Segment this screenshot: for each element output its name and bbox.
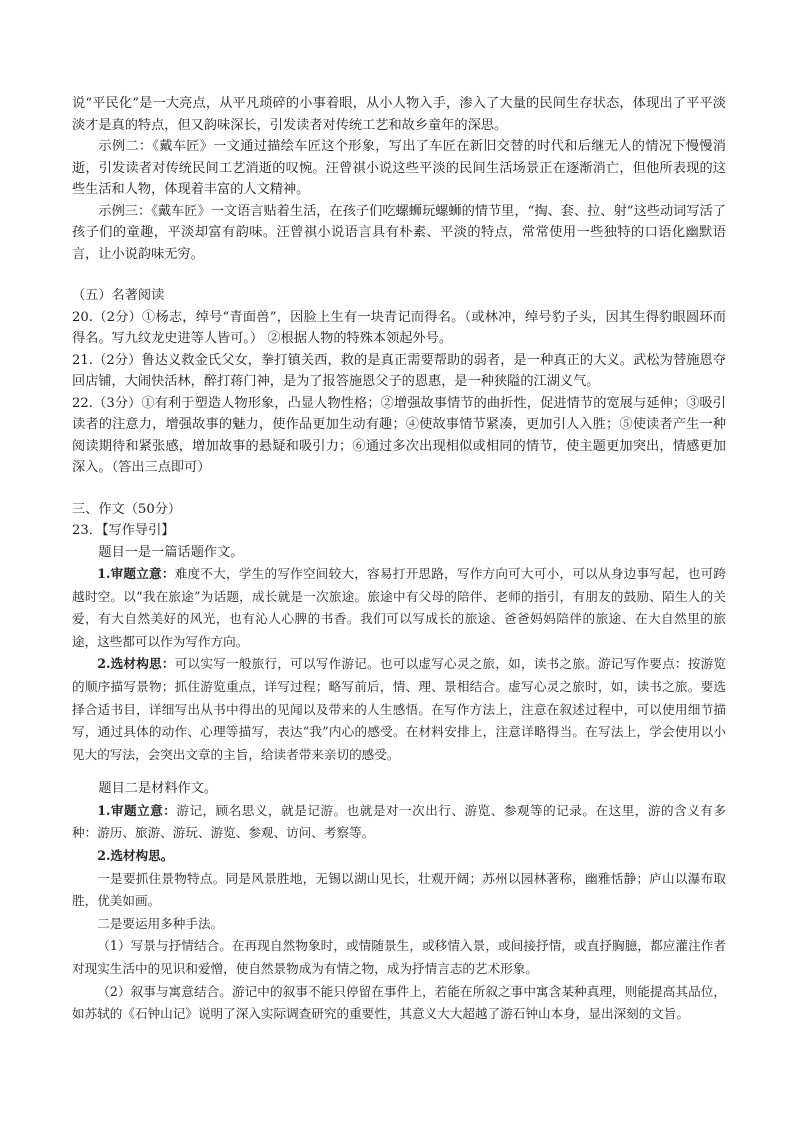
section-heading-classics: （五）名著阅读 xyxy=(72,288,165,303)
answer-22: 22.（3分）①有利于塑造人物形象，凸显人物性格；②增强故事情节的曲折性，促进情节的宽展与延伸；③吸引读者的注意力，增强故事的魅力，使作品更加生动有趣；④使故事情节紧凑，更加引人入胜；⑤使读者产生一种阅读期待和紧张感，增加故事的悬疑和吸引力；⑥通过多次出现相似或相同的情节，使主题更加突出，情感更加深入。（答出三点即可） xyxy=(72,395,726,475)
topic-two-analysis-text: 游记，顾名思义，就是记游。也就是对一次出行、游览、参观等的记录。在这里，游的含义有多种：游历、旅游、游玩、游览、参观、访问、考察等。 xyxy=(72,802,726,841)
topic-two-material-label xyxy=(72,845,726,868)
topic-one-material-text: 可以实写一般旅行，可以写作游记。也可以虚写心灵之旅，如，读书之旅。游记写作要点：按游览的顺序描写景物；抓住游览重点，详写过程；略写前后，情、理、景相结合。虚写心灵之旅时，如，读书之旅。要选择合适书目，详细写出从书中得出的见闻以及带来的人生感悟。在写作方法上，注意在叙述过程中，可以使用细节描写，通过具体的动作、心理等描写，表达“我”内心的感受。在材料安排上，注意详略得当。在写法上，学会使用以小见大的写法，会突出文章的主旨，给读者带来亲切的感受。 xyxy=(72,656,726,762)
example-two-paragraph: 示例二：《戴车匠》一文通过描绘车匠这个形象，写出了车匠在新旧交替的时代和后继无人的情况下慢慢消逝，引发读者对传统民间工艺消逝的叹惋。汪曾祺小说这些平淡的民间生活场景正在逐渐消亡，但他所表现的这些生活和人物，体现着丰富的人文精神。 xyxy=(72,139,726,197)
topic-two-point-two-sub-one: （1）写景与抒情结合。在再现自然物象时，或情随景生，或移情入景，或间接抒情，或直抒胸臆，都应灌注作者对现实生活中的见识和爱憎，使自然景物成为有情之物，成为抒情言志的艺术形象。 xyxy=(72,938,726,976)
topic-one-analysis-label: 1.审题立意： xyxy=(97,566,175,581)
topic-two-heading: 题目二是材料作文。 xyxy=(98,781,218,797)
answer-21: 21.（2分）鲁达义救金氏父女，拳打镇关西，救的是真正需要帮助的弱者，是一种真正的大义。武松为替施恩夺回店铺，大闹快活林，醉打蒋门神，是为了报答施恩父子的恩惠，是一种狭隘的江湖义气。 xyxy=(72,352,726,389)
question-23-title: 23．【写作导引】 xyxy=(72,523,175,538)
topic-one-analysis xyxy=(72,563,726,653)
topic-two-point-two: 二是要运用多种手法。 xyxy=(97,915,224,931)
example-three-paragraph: 示例三：《戴车匠》一文语言贴着生活，在孩子们吃螺蛳玩螺蛳的情节里，“掏、套、拉、射”这些动词写活了孩子们的童趣，平淡却富有韵味。汪曾祺小说语言具有朴素、平淡的特点，常常使用一些独特的口语化幽默语言，让小说韵味无穷。 xyxy=(72,203,726,262)
topic-two-analysis-label: 1.审题立意： xyxy=(97,802,177,818)
topic-one-material-label: 2.选材构思： xyxy=(97,656,175,672)
topic-one-material xyxy=(72,653,726,766)
intro-paragraph: 说“平民化”是一大亮点，从平凡琐碎的小事着眼，从小人物入手，渗入了大量的民间生存状态，体现出了平平淡淡才是真的特点，但又韵味深长，引发读者对传统工艺和故乡童年的深思。 xyxy=(72,96,726,133)
topic-two-point-two-sub-two: （2）叙事与寓意结合。游记中的叙事不能只停留在事件上，若能在所叙之事中寓含某种真理，则能提高其品位，如苏轼的《石钟山记》说明了深入实际调查研究的重要性，其意义大大超越了游石钟山本身，显出深刻的文旨。 xyxy=(72,983,726,1022)
answer-20: 20.（2分）①杨志，绰号“青面兽”，因脸上生有一块青记而得名。（或林冲，绰号豹子头，因其生得豹眼圆环而得名。写九纹龙史进等人皆可。） ②根据人物的特殊本领起外号。 xyxy=(72,309,726,346)
answer-page xyxy=(72,93,726,1026)
topic-one-analysis-text: 难度不大，学生的写作空间较大，容易打开思路，写作方向可大可小，可以从身边事写起，也可跨越时空。以“我在旅途”为话题，成长就是一次旅途。旅途中有父母的陪伴、老师的指引，有朋友的鼓励、陌生人的关爱，有大自然美好的风光，也有沁人心脾的书香。我们可以写成长的旅途、爸爸妈妈陪伴的旅途、在大自然里的旅途，这些都可以作为写作方向。 xyxy=(72,566,726,649)
topic-two-material-label-text: 2.选材构思。 xyxy=(97,848,174,864)
section-heading-composition: 三、作文（50分） xyxy=(72,501,182,517)
topic-one-heading: 题目一是一篇话题作文。 xyxy=(98,544,244,560)
topic-two-analysis xyxy=(72,800,726,845)
topic-two-point-one: 一是要抓住景物特点。同是风景胜地，无锡以湖山见长，壮观开阔；苏州以园林著称，幽雅恬静；庐山以瀑布取胜，优美如画。 xyxy=(72,870,726,909)
